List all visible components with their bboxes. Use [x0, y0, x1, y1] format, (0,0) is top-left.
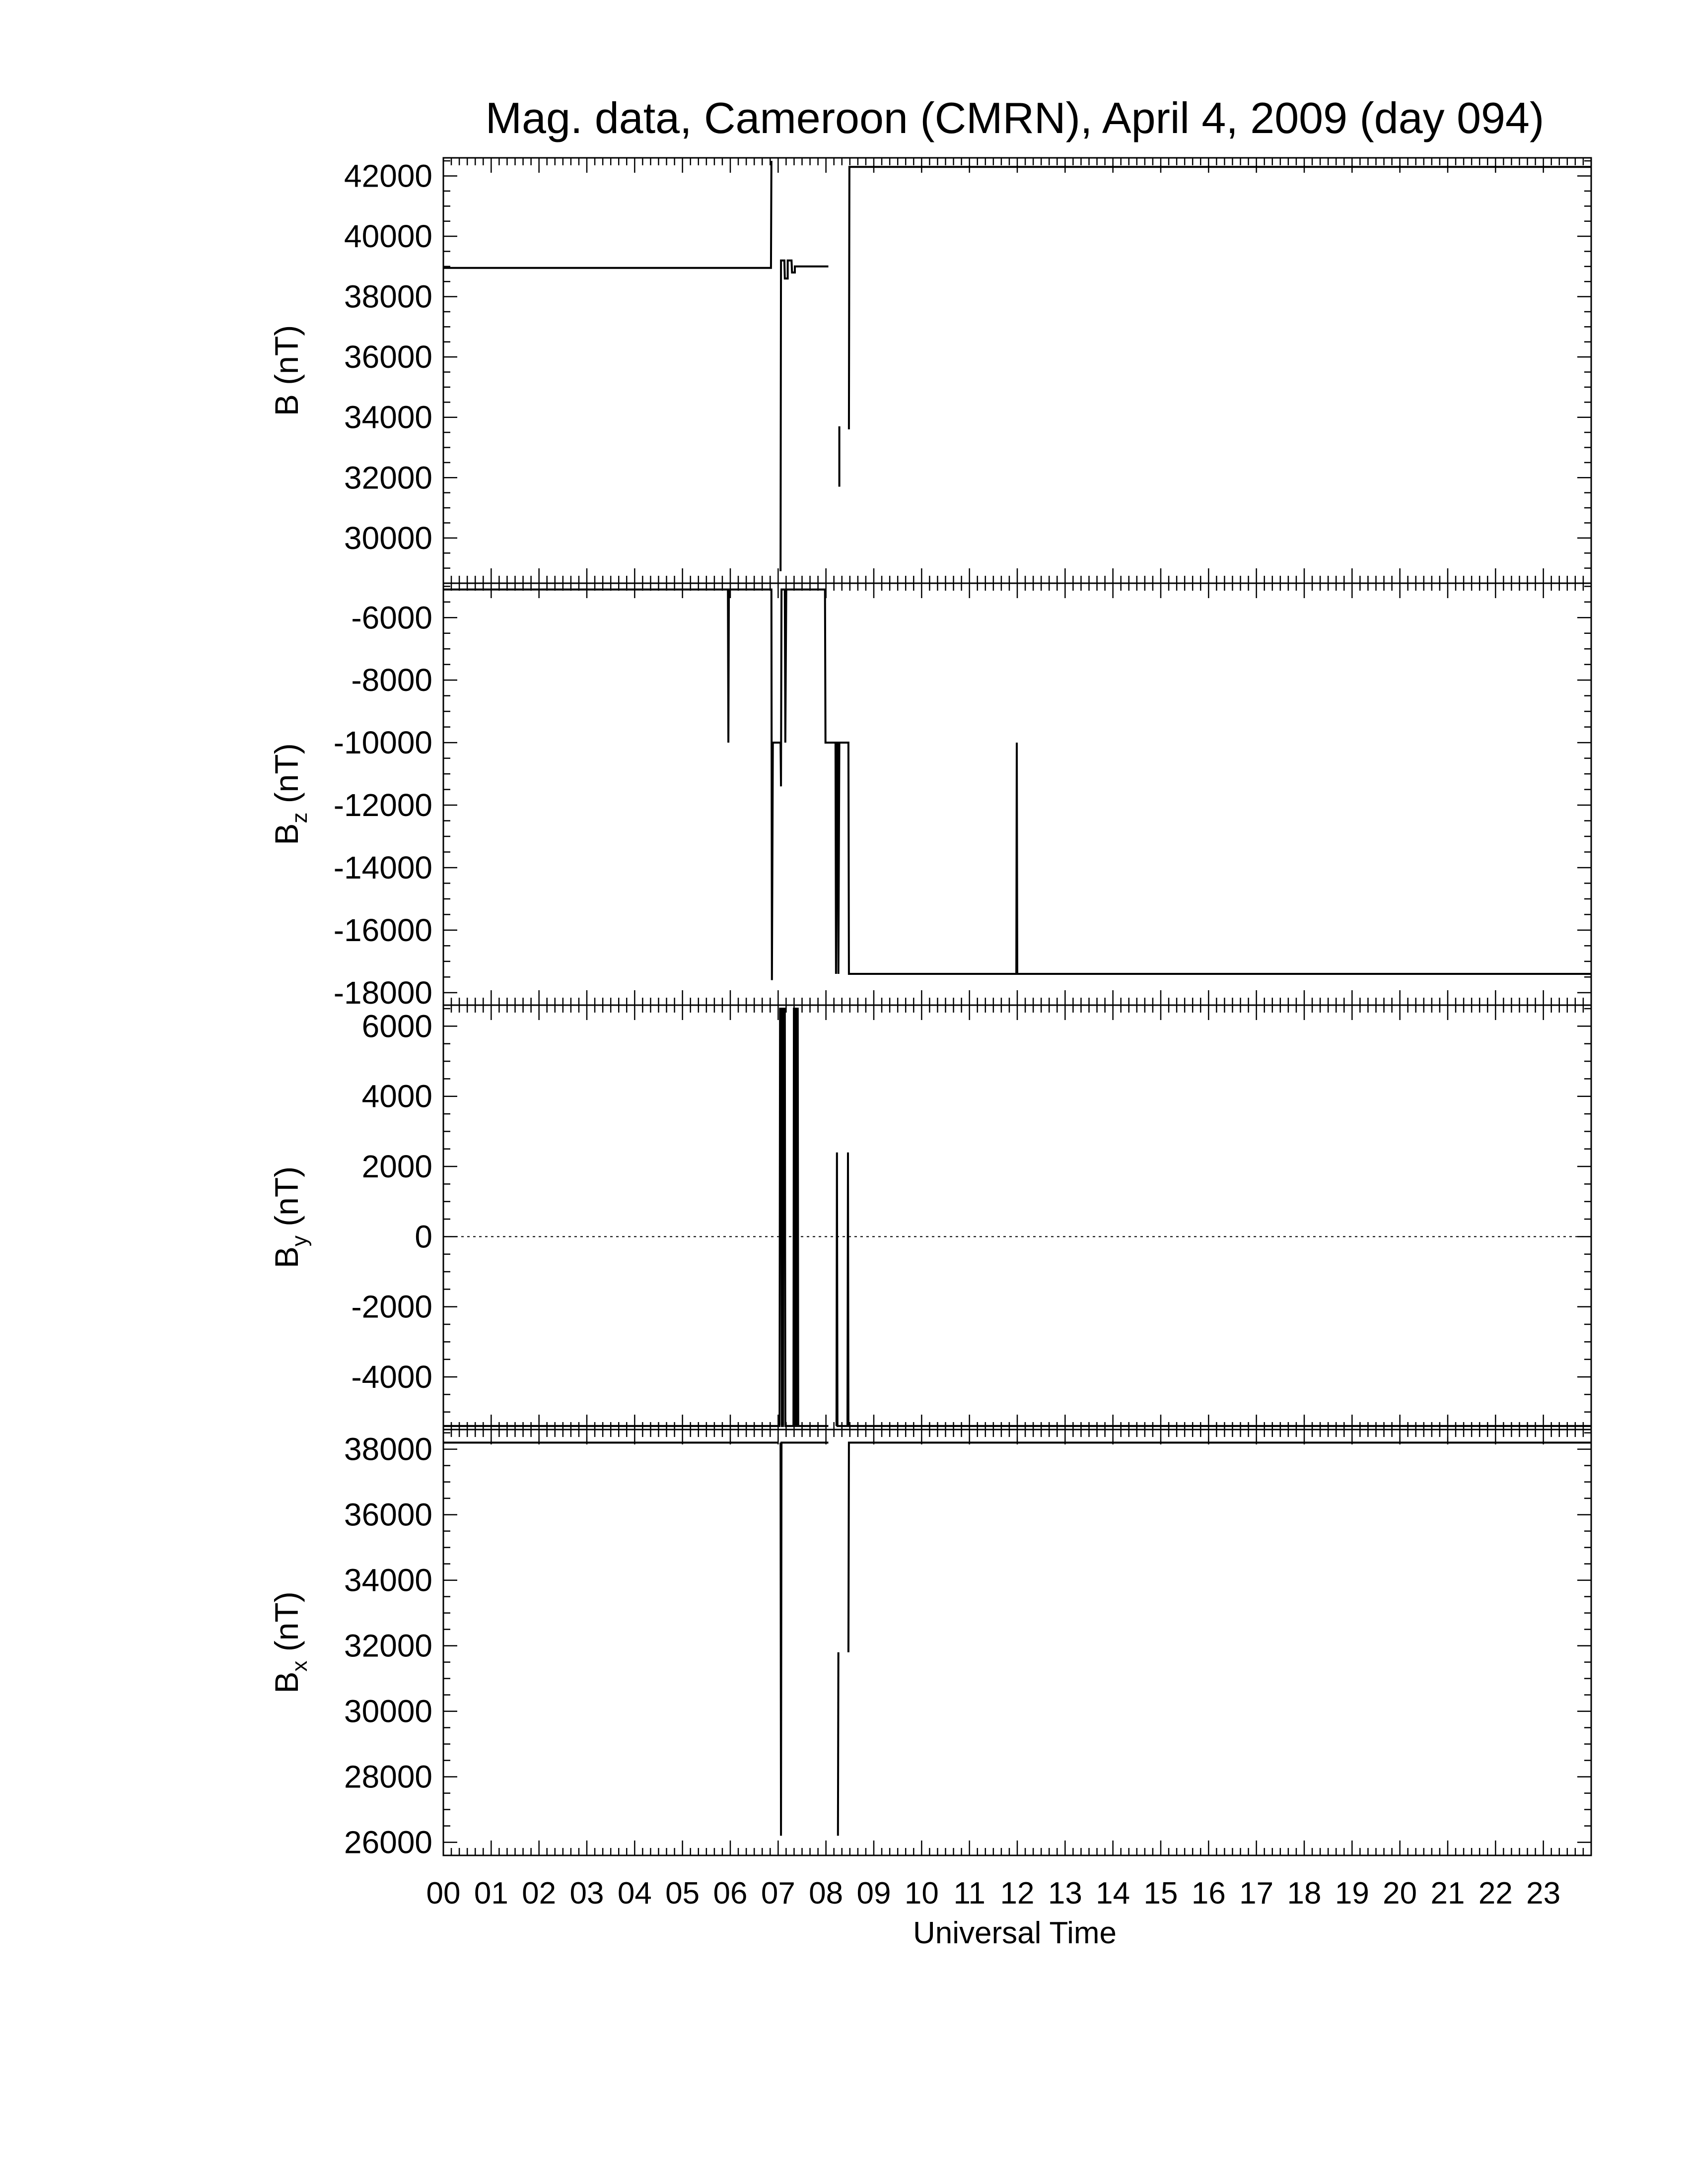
y-axis-label: $B_y$ (nT)	[268, 1166, 312, 1269]
y-tick-label: 42000	[344, 158, 432, 194]
plot-panels	[268, 158, 1591, 1860]
series-line	[443, 1009, 829, 1426]
x-tick-label: 09	[856, 1876, 891, 1911]
x-tick-label: 12	[1000, 1876, 1035, 1911]
y-tick-label: -16000	[333, 912, 432, 948]
y-tick-label: -4000	[351, 1359, 432, 1395]
series-line	[780, 1442, 828, 1836]
x-tick-label: 13	[1048, 1876, 1082, 1911]
y-tick-label: -6000	[351, 600, 432, 636]
chart-title: Mag. data, Cameroon (CMRN), April 4, 2009 (day 094)	[485, 93, 1545, 142]
panel-B	[268, 158, 1591, 583]
x-tick-label: 10	[904, 1876, 939, 1911]
y-tick-label: 6000	[361, 1008, 432, 1044]
x-tick-label: 01	[474, 1876, 508, 1911]
x-tick-label: 02	[522, 1876, 557, 1911]
x-tick-label: 15	[1143, 1876, 1178, 1911]
y-tick-label: 4000	[361, 1078, 432, 1114]
panel-Bz	[268, 583, 1591, 1011]
x-tick-label: 19	[1335, 1876, 1369, 1911]
series-line	[848, 1442, 1591, 1652]
y-tick-label: 30000	[344, 520, 432, 556]
series-line	[780, 261, 828, 571]
series-line	[849, 167, 1591, 429]
series-line	[837, 1153, 1591, 1426]
y-tick-label: 2000	[361, 1149, 432, 1185]
y-axis-label: B (nT)	[268, 325, 305, 416]
series-line	[443, 161, 772, 268]
y-tick-label: 36000	[344, 1497, 432, 1533]
panel-Bx	[268, 1430, 1591, 1860]
y-tick-label: -12000	[333, 787, 432, 823]
x-axis-label: Universal Time	[913, 1916, 1117, 1950]
x-tick-labels	[426, 1876, 1561, 1911]
x-tick-label: 14	[1096, 1876, 1130, 1911]
x-tick-label: 03	[569, 1876, 604, 1911]
x-tick-label: 04	[617, 1876, 652, 1911]
panel-By	[268, 1005, 1591, 1430]
y-tick-label: 32000	[344, 460, 432, 496]
y-tick-label: -8000	[351, 662, 432, 698]
x-tick-label: 20	[1383, 1876, 1417, 1911]
y-tick-label: -18000	[333, 974, 432, 1011]
x-tick-label: 18	[1287, 1876, 1322, 1911]
y-tick-label: -2000	[351, 1289, 432, 1325]
x-tick-label: 23	[1526, 1876, 1561, 1911]
x-tick-label: 22	[1478, 1876, 1513, 1911]
x-tick-label: 08	[809, 1876, 844, 1911]
y-tick-label: 26000	[344, 1824, 432, 1860]
y-tick-label: 34000	[344, 1562, 432, 1598]
x-tick-label: 05	[665, 1876, 700, 1911]
y-tick-label: -14000	[333, 849, 432, 886]
y-axis-label: $B_z$ (nT)	[268, 743, 312, 845]
y-tick-label: 36000	[344, 339, 432, 375]
y-axis-label: $B_x$ (nT)	[268, 1591, 312, 1694]
x-tick-label: 00	[426, 1876, 461, 1911]
y-tick-label: 32000	[344, 1628, 432, 1664]
panel-frame	[443, 158, 1591, 583]
y-tick-label: 34000	[344, 399, 432, 435]
series-line	[838, 1652, 839, 1836]
x-tick-label: 21	[1430, 1876, 1465, 1911]
x-tick-label: 11	[953, 1876, 985, 1911]
x-tick-label: 06	[713, 1876, 748, 1911]
x-tick-label: 07	[761, 1876, 795, 1911]
y-tick-label: -10000	[333, 725, 432, 761]
y-tick-label: 38000	[344, 1431, 432, 1467]
y-tick-label: 0	[415, 1219, 432, 1255]
y-tick-label: 40000	[344, 218, 432, 255]
y-tick-label: 30000	[344, 1693, 432, 1729]
y-tick-label: 38000	[344, 278, 432, 315]
y-tick-label: 28000	[344, 1759, 432, 1795]
series-line	[443, 590, 1591, 980]
panel-frame	[443, 1430, 1591, 1855]
panel-frame	[443, 1005, 1591, 1430]
x-tick-label: 16	[1191, 1876, 1226, 1911]
x-tick-label: 17	[1239, 1876, 1274, 1911]
